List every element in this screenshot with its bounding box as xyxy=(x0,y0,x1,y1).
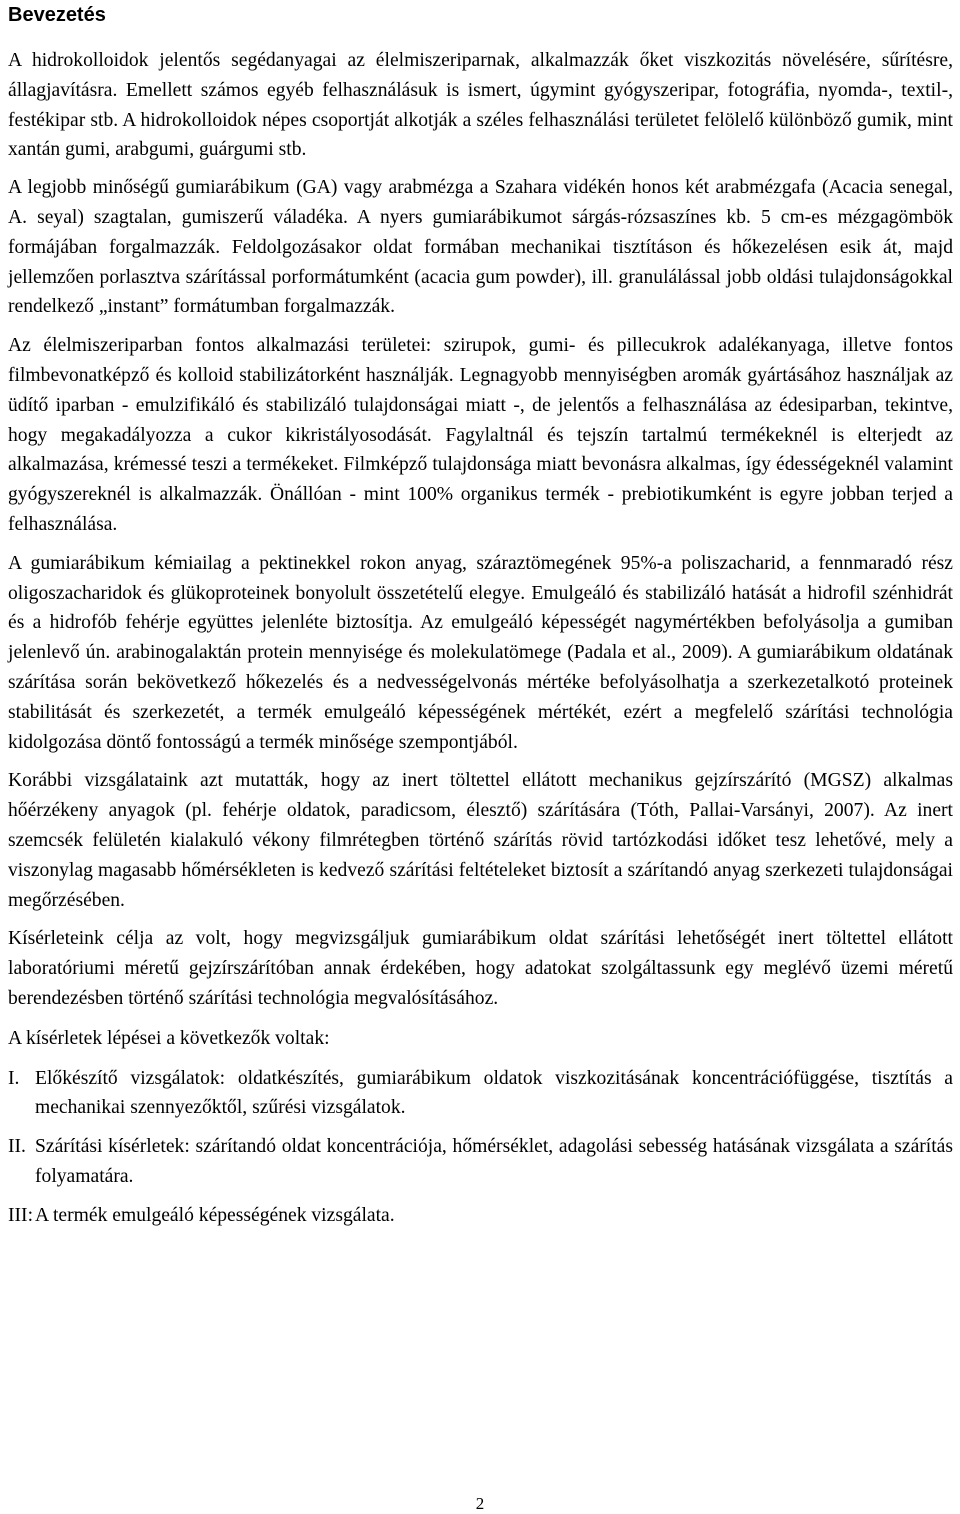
paragraph-hydrocolloids: A hidrokolloidok jelentős segédanyagai az élelmiszeriparnak, alkalmazzák őket viszkozitás növelésére, sűrítésre, állagjavításra. Emellett számos egyéb felhasználásuk is ismert, úgymint gyógyszeripar, fotográfia, nyomda-, textil-, festékipar stb. A hidrokolloidok népes csoportját alkotják a széles felhasználási területet felölelő különböző gumik, mint xantán gumi, arabgumi, guárgumi stb. xyxy=(8,50,953,161)
list-item-step-3 xyxy=(8,1201,953,1231)
list-item-number: I. xyxy=(8,1067,20,1089)
paragraph-chemistry: A gumiarábikum kémiailag a pektinekkel rokon anyag, száraztömegének 95%-a poliszacharid, a fennmaradó rész oligoszacharidok és glükoproteinek bonyolult összetételű elegye. Emulgeáló és stabilizáló hatását a hidrofil szénhidrát és a hidrofób fehérje együttes jelenléte biztosítja. Az emulgeáló képességét nagymértékben befolyásolja a gumiban jelenlevő ún. arabinogalaktán protein mennyisége és molekulatömege (Padala et al., 2009). A gumiarábikum oldatának szárítása során bekövetkező hőkezelés és a nedvességelvonás mértéke befolyásolhatja a szerkezetalkotó proteinek stabilitását és szerkezetét, a termék emulgeáló képességének mértékét, ezért a megfelelő szárítási technológia kidolgozása döntő fontosságú a termék minősége szempontjából. xyxy=(8,552,953,753)
list-item-text: Előkészítő vizsgálatok: oldatkészítés, gumiarábikum oldatok viszkozitásának koncentrációfüggése, tisztítás a mechanikai szennyezőktől, szűrési vizsgálatok. xyxy=(35,1067,953,1119)
list-item-text: A termék emulgeáló képességének vizsgálata. xyxy=(35,1204,395,1226)
paragraph-gum-arabic-origin: A legjobb minőségű gumiarábikum (GA) vagy arabmézga a Szahara vidékén honos két arabmézgafa (Acacia senegal, A. seyal) szagtalan, gumiszerű váladéka. A nyers gumiarábikumot sárgás-rózsaszínes kb. 5 cm-es mézgagömbök formájában forgalmazzák. Feldolgozásakor oldat formában mechanikai tisztításon és hőkezelésen esik át, majd jellemzően porlasztva szárítással porformátumként (acacia gum powder), ill. granulálással jobb oldási tulajdonságokkal rendelkező „instant” formátumban forgalmazzák. xyxy=(8,177,953,318)
section-heading: Bevezetés xyxy=(8,4,106,26)
list-item-text: Szárítási kísérletek: szárítandó oldat koncentrációja, hőmérséklet, adagolási sebesség hatásának vizsgálata a szárítás folyamatára. xyxy=(35,1136,953,1187)
paragraph-previous-studies: Korábbi vizsgálataink azt mutatták, hogy az inert töltettel ellátott mechanikus gejzírszárító (MGSZ) alkalmas hőérzékeny anyagok (pl. fehérje oldatok, paradicsom, élesztő) szárítására (Tóth, Pallai-Varsányi, 2007). Az inert szemcsék felületén kialakuló vékony filmrétegben történő szárítás rövid tartózkodási időket tesz lehetővé, mely a viszonylag magasabb hőmérsékleten is kedvező szárítási feltételeket biztosít a szárítandó anyag szerkezeti tulajdonságai megőrzésében. xyxy=(8,770,953,911)
paragraph-food-applications: Az élelmiszeriparban fontos alkalmazási területei: szirupok, gumi- és pillecukrok adalékanyaga, illetve fontos filmbevonatképző és kolloid stabilizátorként használják. Legnagyobb mennyiségben aromák gyártásához használjak az üdítő iparban - emulzifikáló és stabilizáló tulajdonságai miatt -, de jelentős a felhasználása az édesiparban, tekintve, hogy megakadályozza a cukor kikristályosodását. Fagylaltnál és tejszín tartalmú termékeknél is elterjedt az alkalmazása, krémessé teszi a termékeket. Filmképző tulajdonsága miatt bevonásra alkalmas, így édességeknél valamint gyógyszereknél is alkalmazzák. Önállóan - mint 100% organikus termék - prebiotikumként is egyre jobban terjed a felhasználása. xyxy=(8,335,953,535)
list-item-step-2 xyxy=(8,1132,953,1192)
document-page xyxy=(8,0,953,1230)
paragraph-objective: Kísérleteink célja az volt, hogy megvizsgáljuk gumiarábikum oldat szárítási lehetőségét inert töltettel ellátott laboratóriumi méretű gejzírszárítóban annak érdekében, hogy adatokat szolgáltassunk egy meglévő üzemi méretű berendezésben történő szárítási technológia megvalósításához. xyxy=(8,928,953,1009)
paragraph-steps-intro: A kísérletek lépései a következők voltak: xyxy=(8,1027,330,1049)
list-item-step-1 xyxy=(8,1064,953,1124)
page-number: 2 xyxy=(475,1494,485,1513)
list-item-number: III: xyxy=(8,1204,34,1226)
list-item-number: II. xyxy=(8,1136,26,1158)
